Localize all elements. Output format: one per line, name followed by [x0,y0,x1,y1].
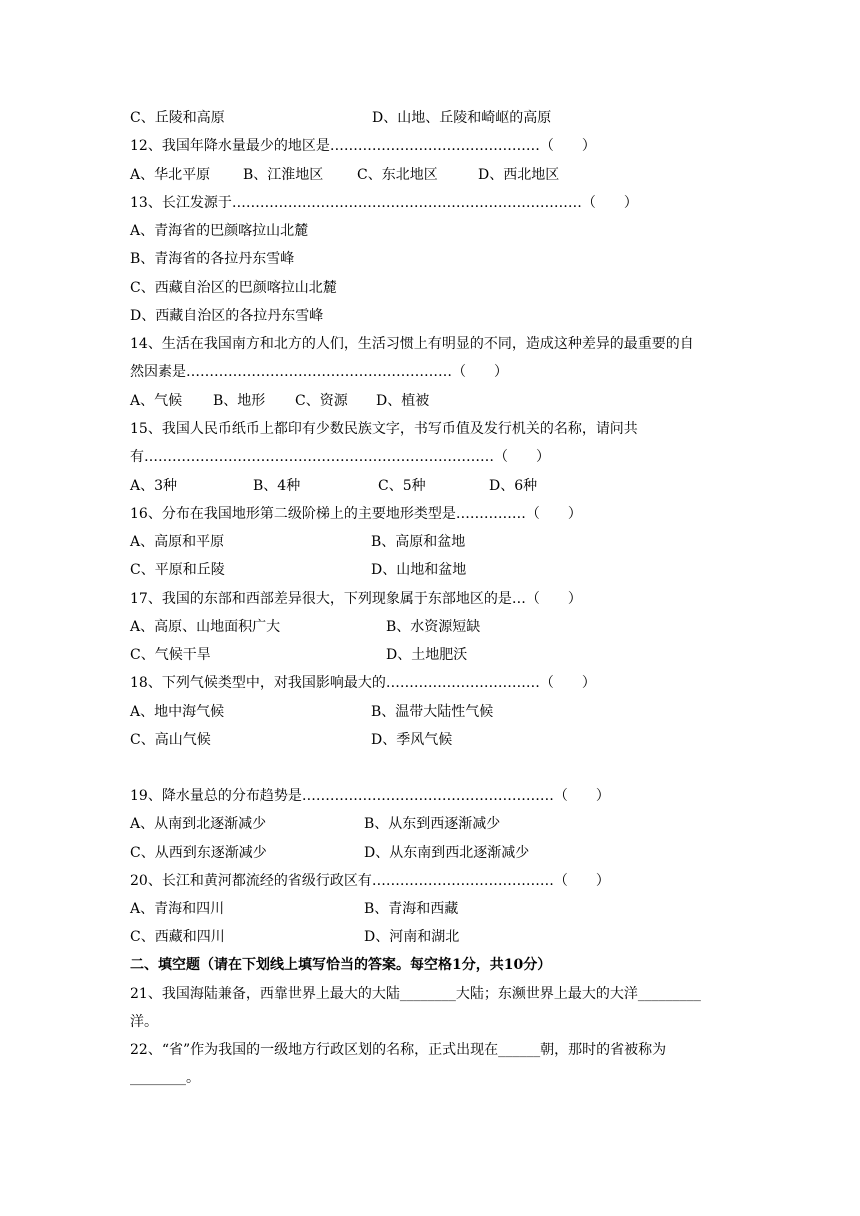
q14-option-a: A、气候 [130,393,183,409]
q16-stem: 16、分布在我国地形第二级阶梯上的主要地形类型是……………（ ） [130,506,582,522]
q15-stem-line1: 15、我国人民币纸币上都印有少数民族文字，书写币值及发行机关的名称，请问共 [130,421,638,437]
q16-option-c: C、平原和丘陵 [130,562,225,578]
q20-stem: 20、长江和黄河都流经的省级行政区有…………………………………（ ） [130,873,610,889]
q13-option-b: B、青海省的各拉丹东雪峰 [130,251,295,267]
q14-stem-line2: 然因素是…………………………………………………（ ） [130,364,508,380]
q18-option-b: B、温带大陆性气候 [371,704,494,720]
q19-option-b: B、从东到西逐渐减少 [364,816,501,832]
q11-option-c: C、丘陵和高原 [130,110,225,126]
q16-option-b: B、高原和盆地 [371,534,466,550]
q17-stem: 17、我国的东部和西部差异很大，下列现象属于东部地区的是…（ ） [130,591,582,607]
q17-option-b: B、水资源短缺 [386,619,481,635]
q14-option-b: B、地形 [213,393,266,409]
q21-line2: 洋。 [130,1014,158,1030]
q15-option-b: B、4种 [253,478,301,494]
q16-option-d: D、山地和盆地 [371,562,467,578]
q13-option-c: C、西藏自治区的巴颜喀拉山北麓 [130,280,337,296]
q15-option-d: D、6种 [489,478,538,494]
q18-option-c: C、高山气候 [130,732,211,748]
q20-option-d: D、河南和湖北 [364,929,460,945]
q20-option-b: B、青海和西藏 [364,901,459,917]
q15-option-c: C、5种 [378,478,426,494]
q14-stem-line1: 14、生活在我国南方和北方的人们，生活习惯上有明显的不同，造成这种差异的最重要的自 [130,336,694,352]
q17-option-c: C、气候干旱 [130,647,211,663]
q22-line2: ________。 [130,1070,200,1086]
q22-line1: 22、“省”作为我国的一级地方行政区划的名称，正式出现在______朝，那时的省被称为 [130,1042,667,1058]
q15-stem-line2: 有…………………………………………………………………（ ） [130,449,550,465]
q13-option-a: A、青海省的巴颜喀拉山北麓 [130,223,309,239]
q15-option-a: A、3种 [130,478,178,494]
q12-option-c: C、东北地区 [357,167,438,183]
q19-option-a: A、从南到北逐渐减少 [130,816,267,832]
q17-option-d: D、土地肥沃 [386,647,468,663]
q19-stem: 19、降水量总的分布趋势是………………………………………………（ ） [130,788,610,804]
q13-option-d: D、西藏自治区的各拉丹东雪峰 [130,308,324,324]
q20-option-c: C、西藏和四川 [130,929,225,945]
q21-line1: 21、我国海陆兼备，西靠世界上最大的大陆________大陆；东濒世界上最大的大洋_________ [130,986,701,1002]
q12-option-b: B、江淮地区 [243,167,324,183]
q12-option-d: D、西北地区 [478,167,560,183]
q19-option-d: D、从东南到西北逐渐减少 [364,845,530,861]
q18-option-d: D、季风气候 [371,732,453,748]
q12-option-a: A、华北平原 [130,167,211,183]
q18-option-a: A、地中海气候 [130,704,225,720]
section-2-title: 二、填空题（请在下划线上填写恰当的答案。每空格1分，共10分） [130,957,552,973]
q11-option-d: D、山地、丘陵和崎岖的高原 [372,110,552,126]
q14-option-c: C、资源 [295,393,348,409]
q16-option-a: A、高原和平原 [130,534,225,550]
q12-stem: 12、我国年降水量最少的地区是………………………………………（ ） [130,138,596,154]
q17-option-a: A、高原、山地面积广大 [130,619,281,635]
q13-stem: 13、长江发源于…………………………………………………………………（ ） [130,195,638,211]
q14-option-d: D、植被 [376,393,430,409]
q19-option-c: C、从西到东逐渐减少 [130,845,267,861]
q18-stem: 18、下列气候类型中，对我国影响最大的……………………………（ ） [130,675,596,691]
q20-option-a: A、青海和四川 [130,901,225,917]
